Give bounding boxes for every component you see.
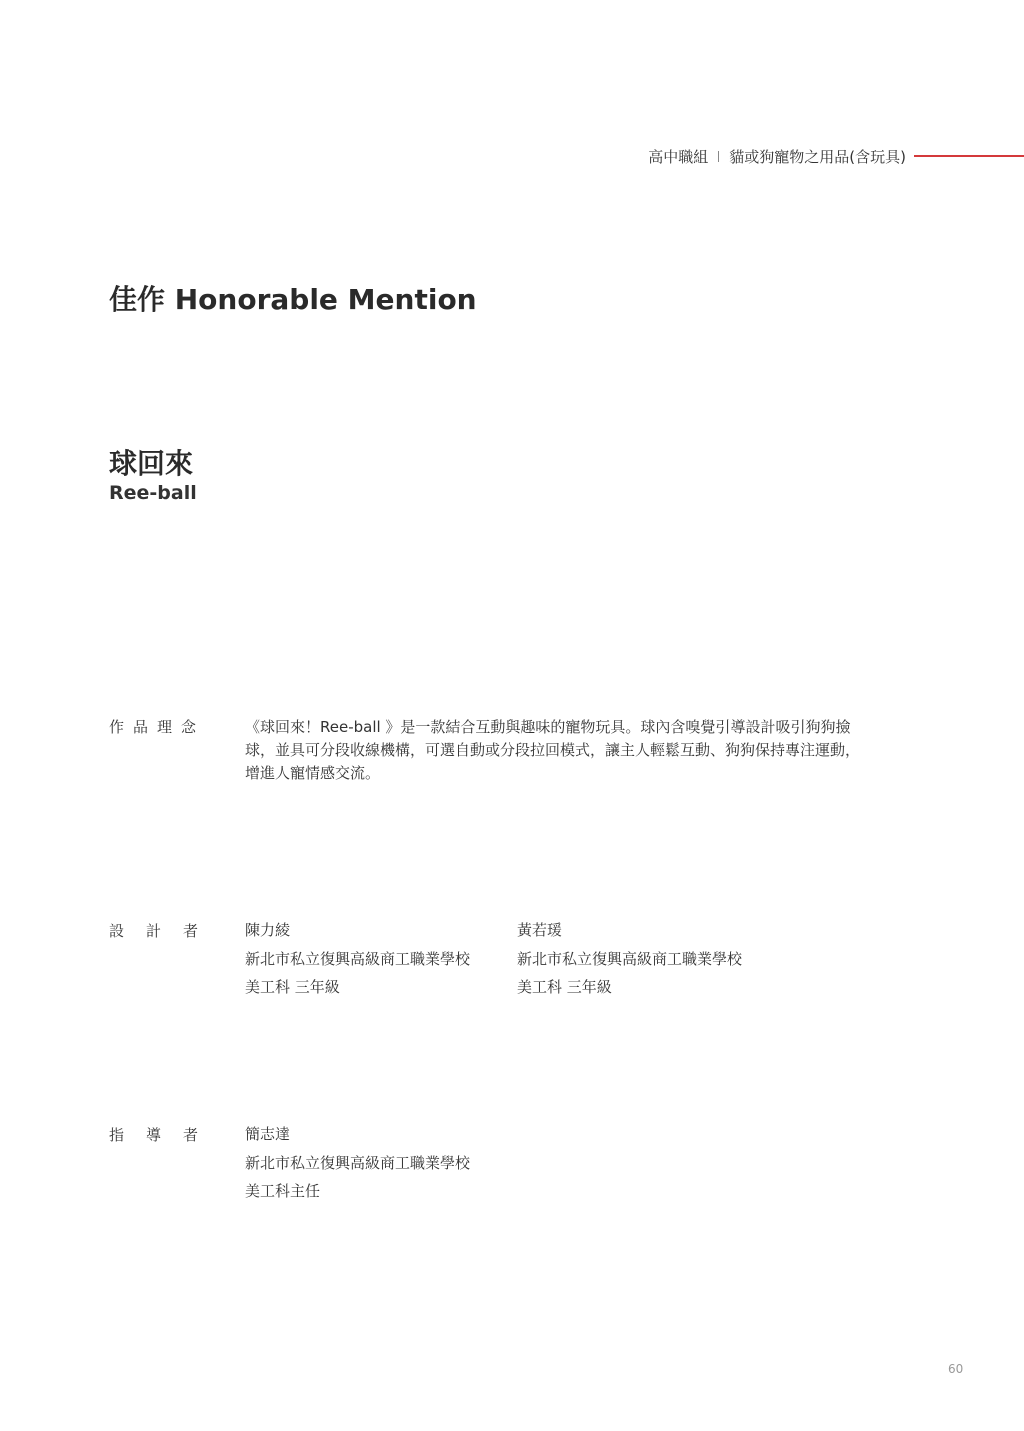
header-accent-line — [914, 155, 1024, 157]
header-separator — [718, 151, 719, 162]
concept-label: 作品理念 — [109, 718, 206, 736]
designer-name: 黃若瑗 — [517, 921, 563, 939]
designer-dept: 美工科 三年級 — [245, 978, 340, 996]
page-number: 60 — [948, 1362, 964, 1376]
header-category: 高中職組 — [648, 147, 709, 166]
designers-label: 設計者 — [109, 922, 221, 940]
concept-text: 《球回來！Ree-ball 》是一款結合互動與趣味的寵物玩具。球內含嗅覺引導設計吸引狗狗撿球，並具可分段收線機構，可選自動或分段拉回模式，讓主人輕鬆互動、狗狗保持專注運動，增進人寵情感交流。 — [245, 718, 861, 782]
advisor-dept: 美工科主任 — [245, 1182, 321, 1200]
section-header — [648, 144, 1024, 168]
advisor-label: 指導者 — [109, 1126, 221, 1144]
advisor-school: 新北市私立復興高級商工職業學校 — [245, 1153, 471, 1172]
advisor — [245, 1120, 470, 1206]
advisor-name: 簡志達 — [245, 1125, 291, 1143]
designer-school: 新北市私立復興高級商工職業學校 — [517, 949, 743, 968]
designer-2 — [517, 916, 742, 1002]
designer-1 — [245, 916, 470, 1002]
section-header-text — [648, 146, 906, 167]
designer-school: 新北市私立復興高級商工職業學校 — [245, 949, 471, 968]
header-topic: 貓或狗寵物之用品(含玩具) — [729, 147, 906, 166]
designer-name: 陳力綾 — [245, 921, 291, 939]
designer-dept: 美工科 三年級 — [517, 978, 612, 996]
award-title: 佳作 Honorable Mention — [109, 283, 477, 316]
work-title-zh: 球回來 — [109, 447, 194, 480]
work-title-en: Ree-ball — [109, 482, 197, 504]
